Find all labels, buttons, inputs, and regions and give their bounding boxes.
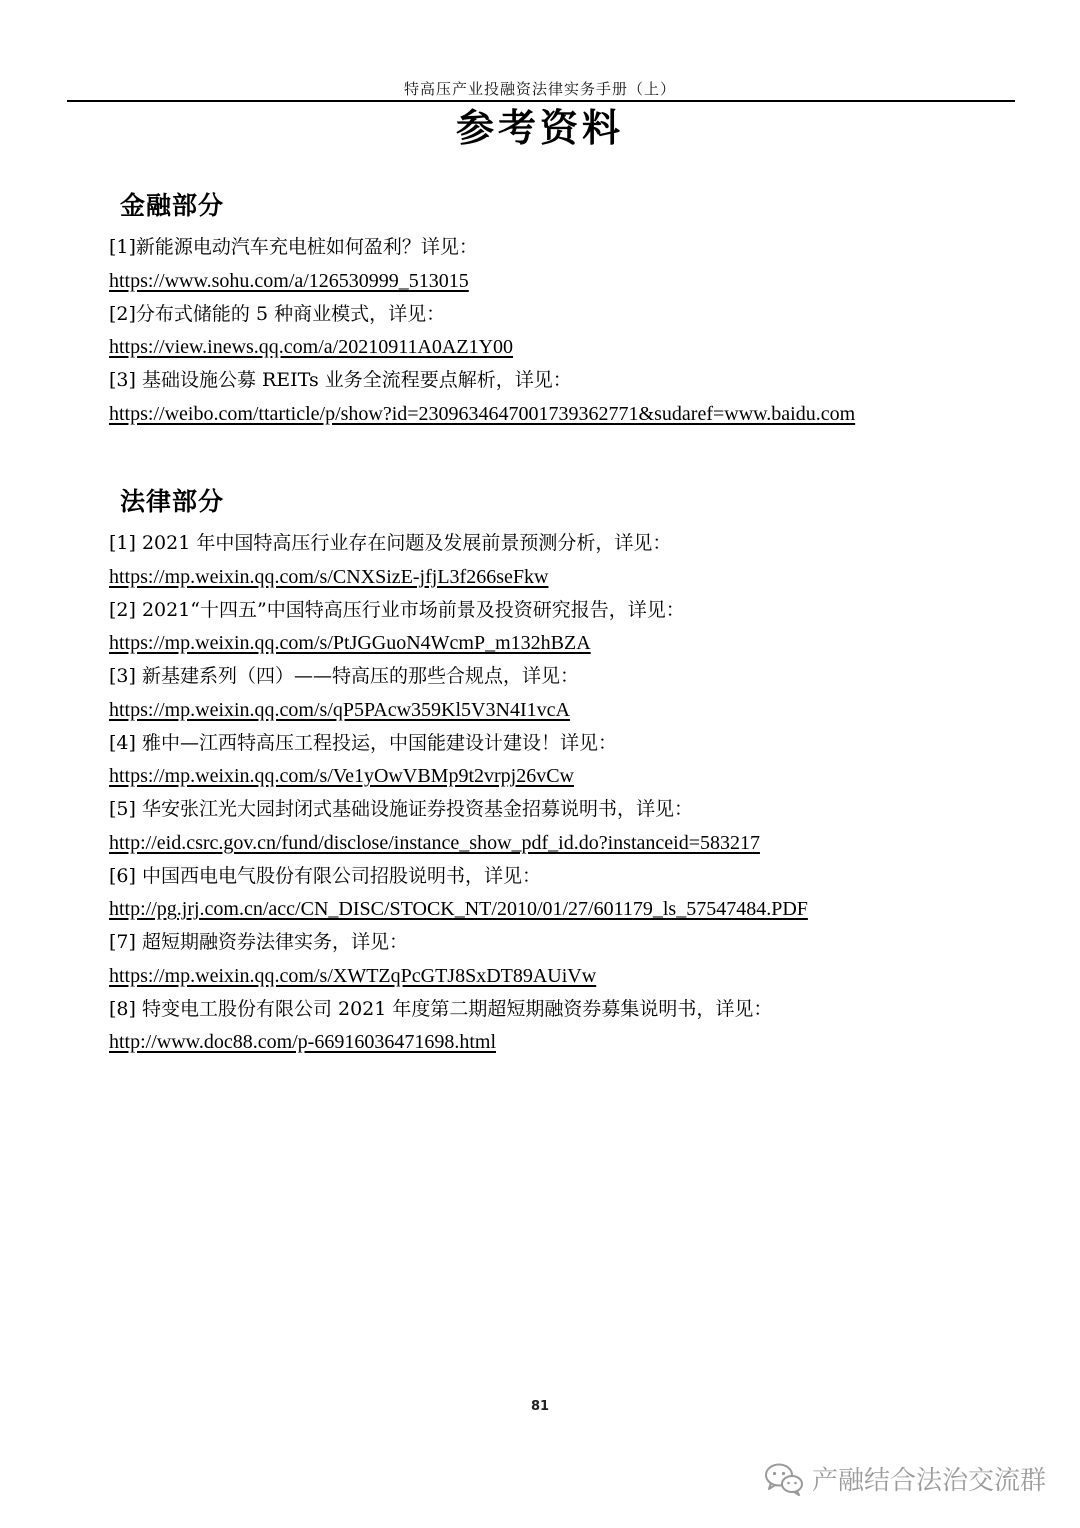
law-ref-list <box>109 527 1009 1059</box>
finance-ref-2 <box>109 298 1009 365</box>
ref-link[interactable]: http://eid.csrc.gov.cn/fund/disclose/instance_show_pdf_id.do?instanceid=583217 <box>109 831 760 854</box>
finance-ref-3 <box>109 364 1009 431</box>
law-ref-6 <box>109 860 1009 927</box>
ref-link[interactable]: http://www.doc88.com/p-66916036471698.html <box>109 1031 497 1053</box>
ref-link[interactable]: https://mp.weixin.qq.com/s/Ve1yOwVBMp9t2vrpj26vCw <box>109 765 574 787</box>
ref-title: [7] 超短期融资券法律实务，详见： <box>109 931 408 953</box>
ref-link[interactable]: https://mp.weixin.qq.com/s/qP5PAcw359Kl5V3N4I1vcA <box>109 698 570 721</box>
wechat-icon <box>764 1462 804 1496</box>
page-number: 81 <box>530 1399 550 1414</box>
ref-title: [4] 雅中—江西特高压工程投运，中国能建设计建设！详见： <box>109 731 617 754</box>
watermark-text: 产融结合法治交流群 <box>811 1466 1046 1496</box>
finance-section <box>109 188 1009 431</box>
finance-ref-1 <box>109 231 1009 298</box>
law-ref-7 <box>109 926 1009 993</box>
ref-link[interactable]: https://mp.weixin.qq.com/s/XWTZqPcGTJ8SxDT89AUiVw <box>109 964 597 987</box>
ref-title: [5] 华安张江光大园封闭式基础设施证券投资基金招募说明书，详见： <box>109 798 693 820</box>
ref-title: [3] 基础设施公募 REITs 业务全流程要点解析，详见： <box>109 369 572 391</box>
ref-title: [1] 2021 年中国特高压行业存在问题及发展前景预测分析，详见： <box>109 532 672 554</box>
ref-link[interactable]: https://www.sohu.com/a/126530999_513015 <box>109 269 469 292</box>
law-ref-5 <box>109 793 1009 860</box>
law-ref-4 <box>109 727 1009 794</box>
law-ref-3 <box>109 660 1009 727</box>
ref-link[interactable]: https://mp.weixin.qq.com/s/CNXSizE-jfjL3f266seFkw <box>109 565 549 588</box>
ref-title: [6] 中国西电电气股份有限公司招股说明书，详见： <box>109 864 541 887</box>
running-header: 特高压产业投融资法律实务手册（上） <box>403 80 676 98</box>
ref-title: [8] 特变电工股份有限公司 2021 年度第二期超短期融资券募集说明书，详见： <box>109 997 773 1020</box>
ref-link[interactable]: https://mp.weixin.qq.com/s/PtJGGuoN4WcmP_m132hBZA <box>109 632 591 654</box>
law-ref-2 <box>109 594 1009 661</box>
ref-title: [2]分布式储能的 5 种商业模式，详见： <box>109 302 446 325</box>
watermark <box>764 1460 1046 1497</box>
ref-title: [1]新能源电动汽车充电桩如何盈利？详见： <box>109 236 478 258</box>
finance-heading: 金融部分 <box>120 191 225 220</box>
ref-title: [3] 新基建系列（四）——特高压的那些合规点，详见： <box>109 665 579 687</box>
law-ref-8 <box>109 993 1009 1060</box>
law-heading: 法律部分 <box>120 487 225 516</box>
ref-link[interactable]: https://weibo.com/ttarticle/p/show?id=2309634647001739362771&sudaref=www.baidu.com <box>109 402 856 425</box>
ref-link[interactable]: http://pg.jrj.com.cn/acc/CN_DISC/STOCK_NT/2010/01/27/601179_ls_57547484.PDF <box>109 898 808 920</box>
law-section <box>109 484 1009 1059</box>
page-title: 参考资料 <box>455 106 624 150</box>
law-ref-1 <box>109 527 1009 594</box>
ref-link[interactable]: https://view.inews.qq.com/a/20210911A0AZ1Y00 <box>109 336 514 358</box>
ref-title: [2] 2021“十四五”中国特高压行业市场前景及投资研究报告，详见： <box>109 598 685 621</box>
finance-ref-list <box>109 231 1009 431</box>
